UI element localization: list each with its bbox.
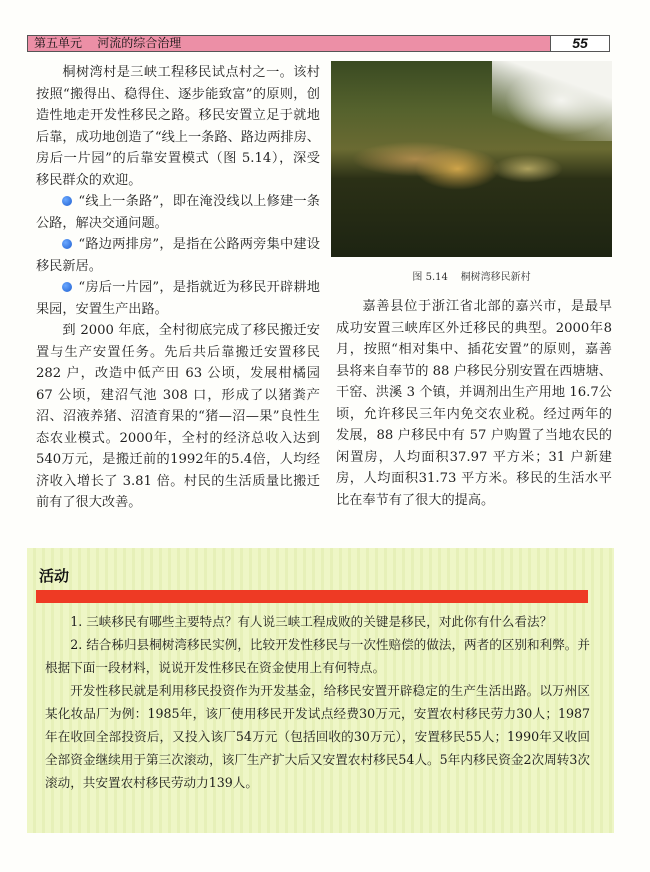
figure-caption: 图 5.14 桐树湾移民新村 xyxy=(412,272,531,283)
page-number: 55 xyxy=(550,36,609,51)
bullet-item xyxy=(36,234,320,277)
activity-title: 活动 xyxy=(39,567,70,585)
photo-sky xyxy=(492,61,612,141)
blue-bullet-icon xyxy=(62,196,72,206)
bullet-text: “路边两排房”，是指在公路两旁集中建设移民新居。 xyxy=(36,237,320,274)
bullet-item xyxy=(36,191,320,234)
bullet-item xyxy=(36,277,320,320)
blue-bullet-icon xyxy=(62,282,72,292)
jiashan-paragraph: 嘉善县位于浙江省北部的嘉兴市，是最早成功安置三峡库区外迁移民的典型。2000年8月，按照“相对集中、插花安置”的原则，嘉善县将来自奉节的 88 户移民分别安置在西塘塘、干窑、洪溪 3 个镇，并调剂出生产用地 16.7公顷，允许移民三年内免交农业税。经过两年的发展，88 户移民中有 57 户购置了当地农民的闲置房，人均面积37.97 平方米；31 户新建房，人均面积31.73 平方米。移民的生活水平比在奉节有了很大的提高。 xyxy=(336,299,612,508)
page-header xyxy=(27,35,610,52)
blue-bullet-icon xyxy=(62,239,72,249)
activity-question-2: 2. 结合秭归县桐树湾移民实例，比较开发性移民与一次性赔偿的做法，两者的区别和利弊。并根据下面一段材料，说说开发性移民在资金使用上有何特点。 xyxy=(45,637,590,675)
left-column xyxy=(36,62,320,514)
village-photo xyxy=(331,61,612,257)
right-column xyxy=(336,296,612,511)
activity-body xyxy=(45,610,590,794)
closing-paragraph: 到 2000 年底，全村彻底完成了移民搬迁安置与生产安置任务。先后共后靠搬迁安置移民 282 户，改造中低产田 63 公顷，发展柑橘园 67 公顷，建沼气池 308 口，形成了以猪粪产沼、沼液养猪、沼渣育果的“猪—沼—果”良性生态农业模式。2000年，全村的经济总收入达到540万元，是搬迁前的1992年的5.4倍，人均经济收入增长了 3.81 倍。村民的生活质量比搬迁前有了很大改善。 xyxy=(36,323,320,510)
bullet-text: “线上一条路”，即在淹没线以上修建一条公路，解决交通问题。 xyxy=(36,194,320,231)
activity-box xyxy=(27,548,614,833)
intro-paragraph: 桐树湾村是三峡工程移民试点村之一。该村按照“搬得出、稳得住、逐步能致富”的原则，创造性地走开发性移民之路。移民安置立足于就地后靠，成功地创造了“线上一条路、路边两排房、房后一片园”的后靠安置模式（图 5.14），深受移民群众的欢迎。 xyxy=(36,65,320,188)
activity-material: 开发性移民就是利用移民投资作为开发基金，给移民安置开辟稳定的生产生活出路。以万州区某化妆品厂为例：1985年，该厂使用移民开发试点经费30万元，安置农村移民劳力30人；1987年在收回全部投资后，又投入该厂54万元（包括回收的30万元），安置移民55人；1990年又收回全部资金继续用于第三次滚动，该厂生产扩大后又安置农村移民54人。5年内移民资金2次周转3次滚动，共安置农村移民劳动力139人。 xyxy=(45,683,590,790)
activity-question-1: 1. 三峡移民有哪些主要特点？有人说三峡工程成败的关键是移民，对此你有什么看法？ xyxy=(70,614,553,629)
bullet-text: “房后一片园”，是指就近为移民开辟耕地果园，安置生产出路。 xyxy=(36,280,320,317)
activity-divider-bar xyxy=(36,590,588,603)
unit-title: 第五单元 河流的综合治理 xyxy=(28,36,550,51)
